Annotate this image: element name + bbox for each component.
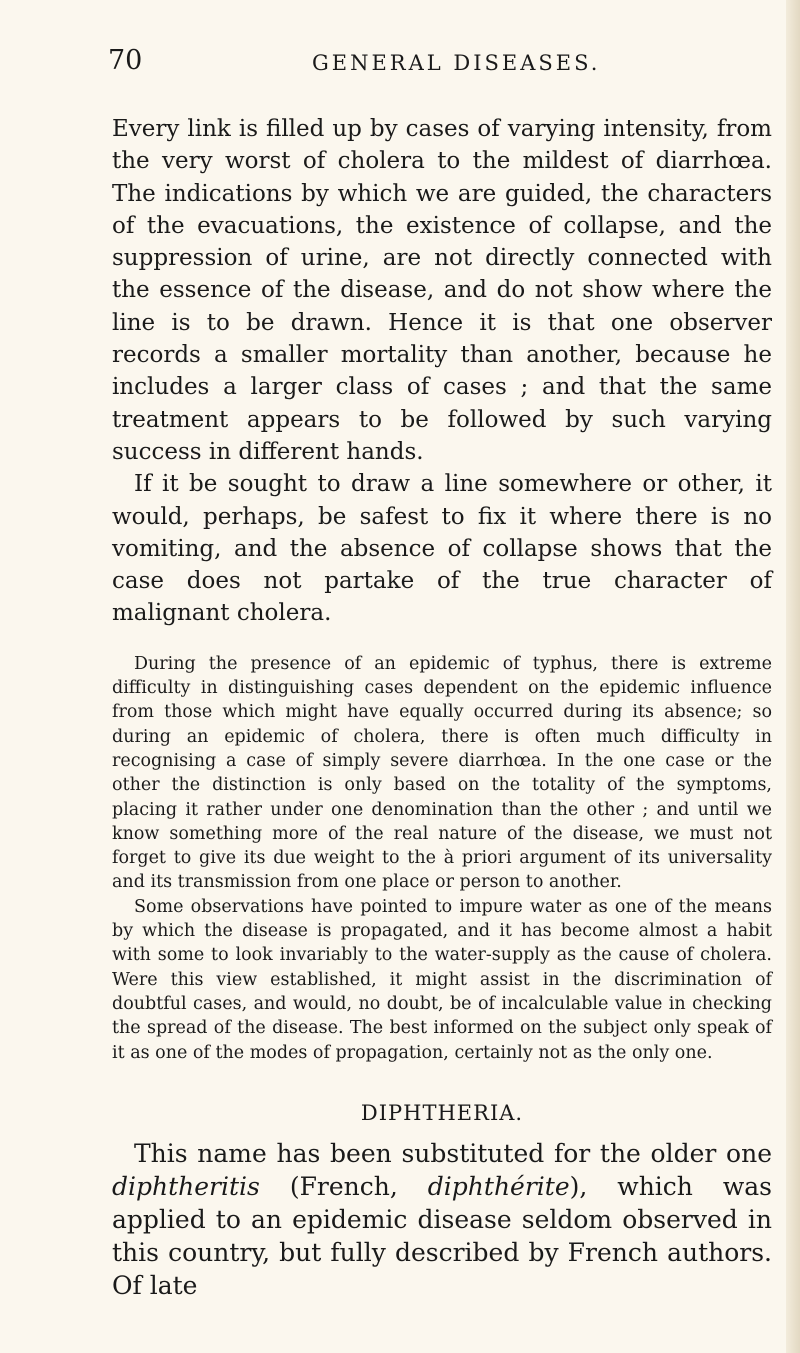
term-diphtherite: diphthérite <box>427 1171 570 1201</box>
section-heading-diphtheria: DIPHTHERIA. <box>360 1100 524 1125</box>
paragraph-cholera-intensity: Every link is filled up by cases of varying intensity, from the very worst of cholera to the mildest of diarrhœa. The indications by which we are guided, the characters of the evacuations, the existence of collapse, and the suppression of urine, are not directly connected with the essence of the disease, and do not show where the line is to be drawn. Hence it is that one observer records a smaller mortality than another, because he includes a larger class of cases ; and that the same treatment appears to be followed by such varying success in different hands. <box>112 116 772 465</box>
diphtheria-text-before: This name has been substituted for the older one <box>134 1138 772 1168</box>
diphtheria-text-after: ), which was applied to an epidemic disease seldom observed in this country, but fully described by French authors. Of late <box>112 1171 772 1300</box>
page-number: 70 <box>108 45 143 76</box>
paragraph-impure-water: Some observations have pointed to impure water as one of the means by which the disease is propagated, and it has become almost a habit with some to look invariably to the water-supply as the cause of cholera. Were this view established, it might assist in the discrimination of doubtful cases, and would, no doubt, be of incalculable value in checking the spread of the disease. The best informed on the subject only speak of it as one of the modes of propagation, certainly not as the only one. <box>112 896 772 1063</box>
page-edge <box>786 0 800 1353</box>
small-print-block <box>112 652 772 1065</box>
paragraph-diphtheria <box>112 1137 772 1302</box>
body-text <box>112 113 772 1302</box>
paragraph-cholera-line: If it be sought to draw a line somewhere or other, it would, perhaps, be safest to fix it where there is no vomiting, and the absence of collapse shows that the case does not partake of the true character of malignant cholera. <box>112 471 772 627</box>
paragraph-typhus-epidemic: During the presence of an epidemic of typhus, there is extreme difficulty in distinguishing cases dependent on the epidemic influence from those which might have equally occurred during its absence; so during an epidemic of cholera, there is often much difficulty in recognising a case of simply severe diarrhœa. In the one case or the other the distinction is only based on the totality of the symptoms, placing it rather under one denomination than the other ; and until we know something more of the real nature of the disease, we must not forget to give its due weight to the à priori argument of its universality and its transmission from one place or person to another. <box>112 653 772 893</box>
page-header <box>0 45 800 85</box>
running-head: GENERAL DISEASES. <box>312 51 601 75</box>
diphtheria-text-middle: (French, <box>259 1171 428 1201</box>
term-diphtheritis: diphtheritis <box>112 1171 260 1201</box>
